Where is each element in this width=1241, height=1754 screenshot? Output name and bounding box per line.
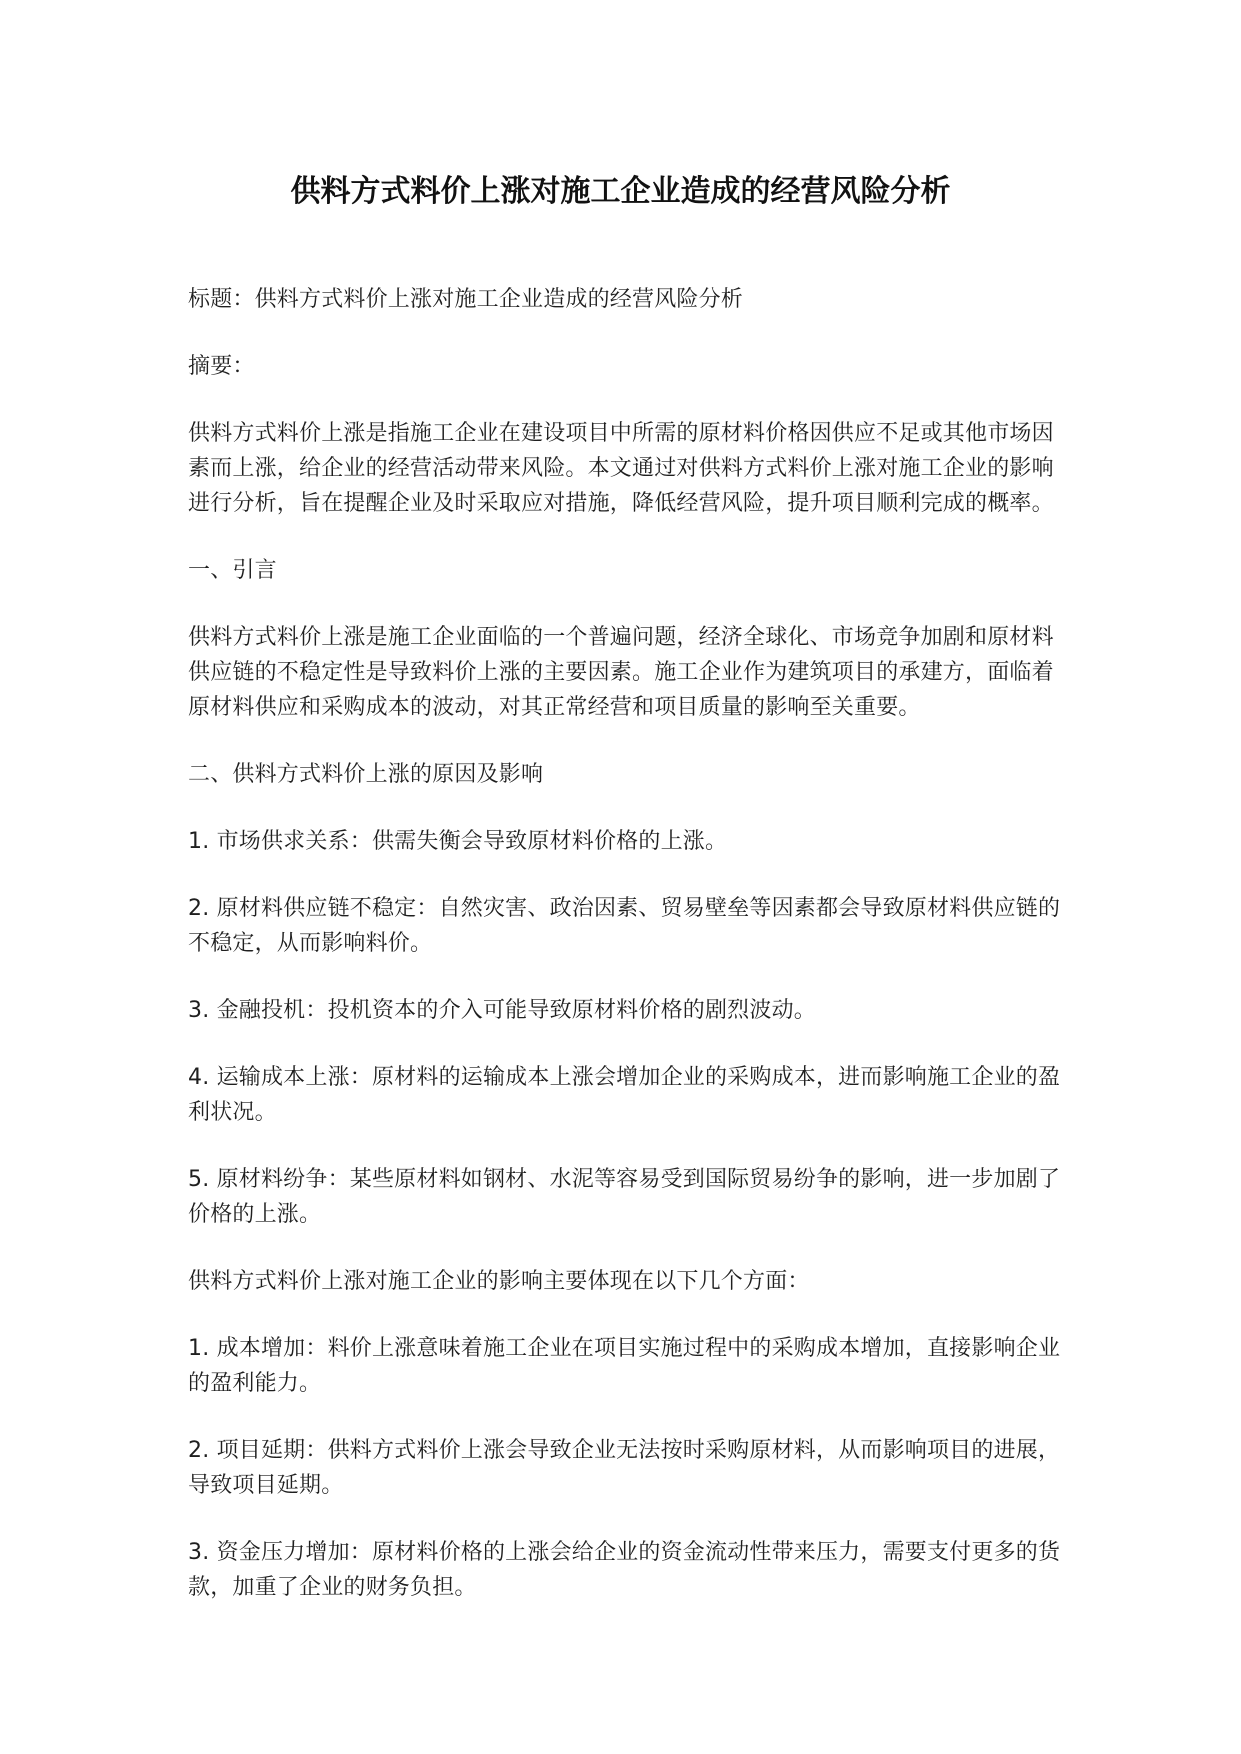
- abstract-heading: 摘要：: [188, 354, 255, 379]
- impact-item: 1. 成本增加：料价上涨意味着施工企业在项目实施过程中的采购成本增加，直接影响企业的盈利能力。: [188, 1336, 1061, 1396]
- section-heading-introduction: 一、引言: [188, 558, 277, 583]
- subject-line: 标题：供料方式料价上涨对施工企业造成的经营风险分析: [188, 287, 744, 312]
- impact-item: 2. 项目延期：供料方式料价上涨会导致企业无法按时采购原材料，从而影响项目的进展，导致项目延期。: [188, 1438, 1061, 1498]
- document-body: [188, 282, 1068, 1637]
- cause-item: 5. 原材料纷争：某些原材料如钢材、水泥等容易受到国际贸易纷争的影响，进一步加剧了价格的上涨。: [188, 1167, 1061, 1227]
- cause-item: 3. 金融投机：投机资本的介入可能导致原材料价格的剧烈波动。: [188, 998, 816, 1023]
- document-title: 供料方式料价上涨对施工企业造成的经营风险分析: [290, 174, 951, 209]
- introduction-paragraph: 供料方式料价上涨是施工企业面临的一个普遍问题，经济全球化、市场竞争加剧和原材料供应链的不稳定性是导致料价上涨的主要因素。施工企业作为建筑项目的承建方，面临着原材料供应和采购成本的波动，对其正常经营和项目质量的影响至关重要。: [188, 625, 1054, 720]
- cause-item: 4. 运输成本上涨：原材料的运输成本上涨会增加企业的采购成本，进而影响施工企业的盈利状况。: [188, 1065, 1061, 1125]
- impact-item: 3. 资金压力增加：原材料价格的上涨会给企业的资金流动性带来压力，需要支付更多的货款，加重了企业的财务负担。: [188, 1540, 1061, 1600]
- impact-intro-paragraph: 供料方式料价上涨对施工企业的影响主要体现在以下几个方面：: [188, 1269, 810, 1294]
- cause-item: 1. 市场供求关系：供需失衡会导致原材料价格的上涨。: [188, 829, 728, 854]
- section-heading-causes: 二、供料方式料价上涨的原因及影响: [188, 762, 544, 787]
- abstract-paragraph: 供料方式料价上涨是指施工企业在建设项目中所需的原材料价格因供应不足或其他市场因素而上涨，给企业的经营活动带来风险。本文通过对供料方式料价上涨对施工企业的影响进行分析，旨在提醒企业及时采取应对措施，降低经营风险，提升项目顺利完成的概率。: [188, 421, 1054, 516]
- cause-item: 2. 原材料供应链不稳定：自然灾害、政治因素、贸易壁垒等因素都会导致原材料供应链的不稳定，从而影响料价。: [188, 896, 1061, 956]
